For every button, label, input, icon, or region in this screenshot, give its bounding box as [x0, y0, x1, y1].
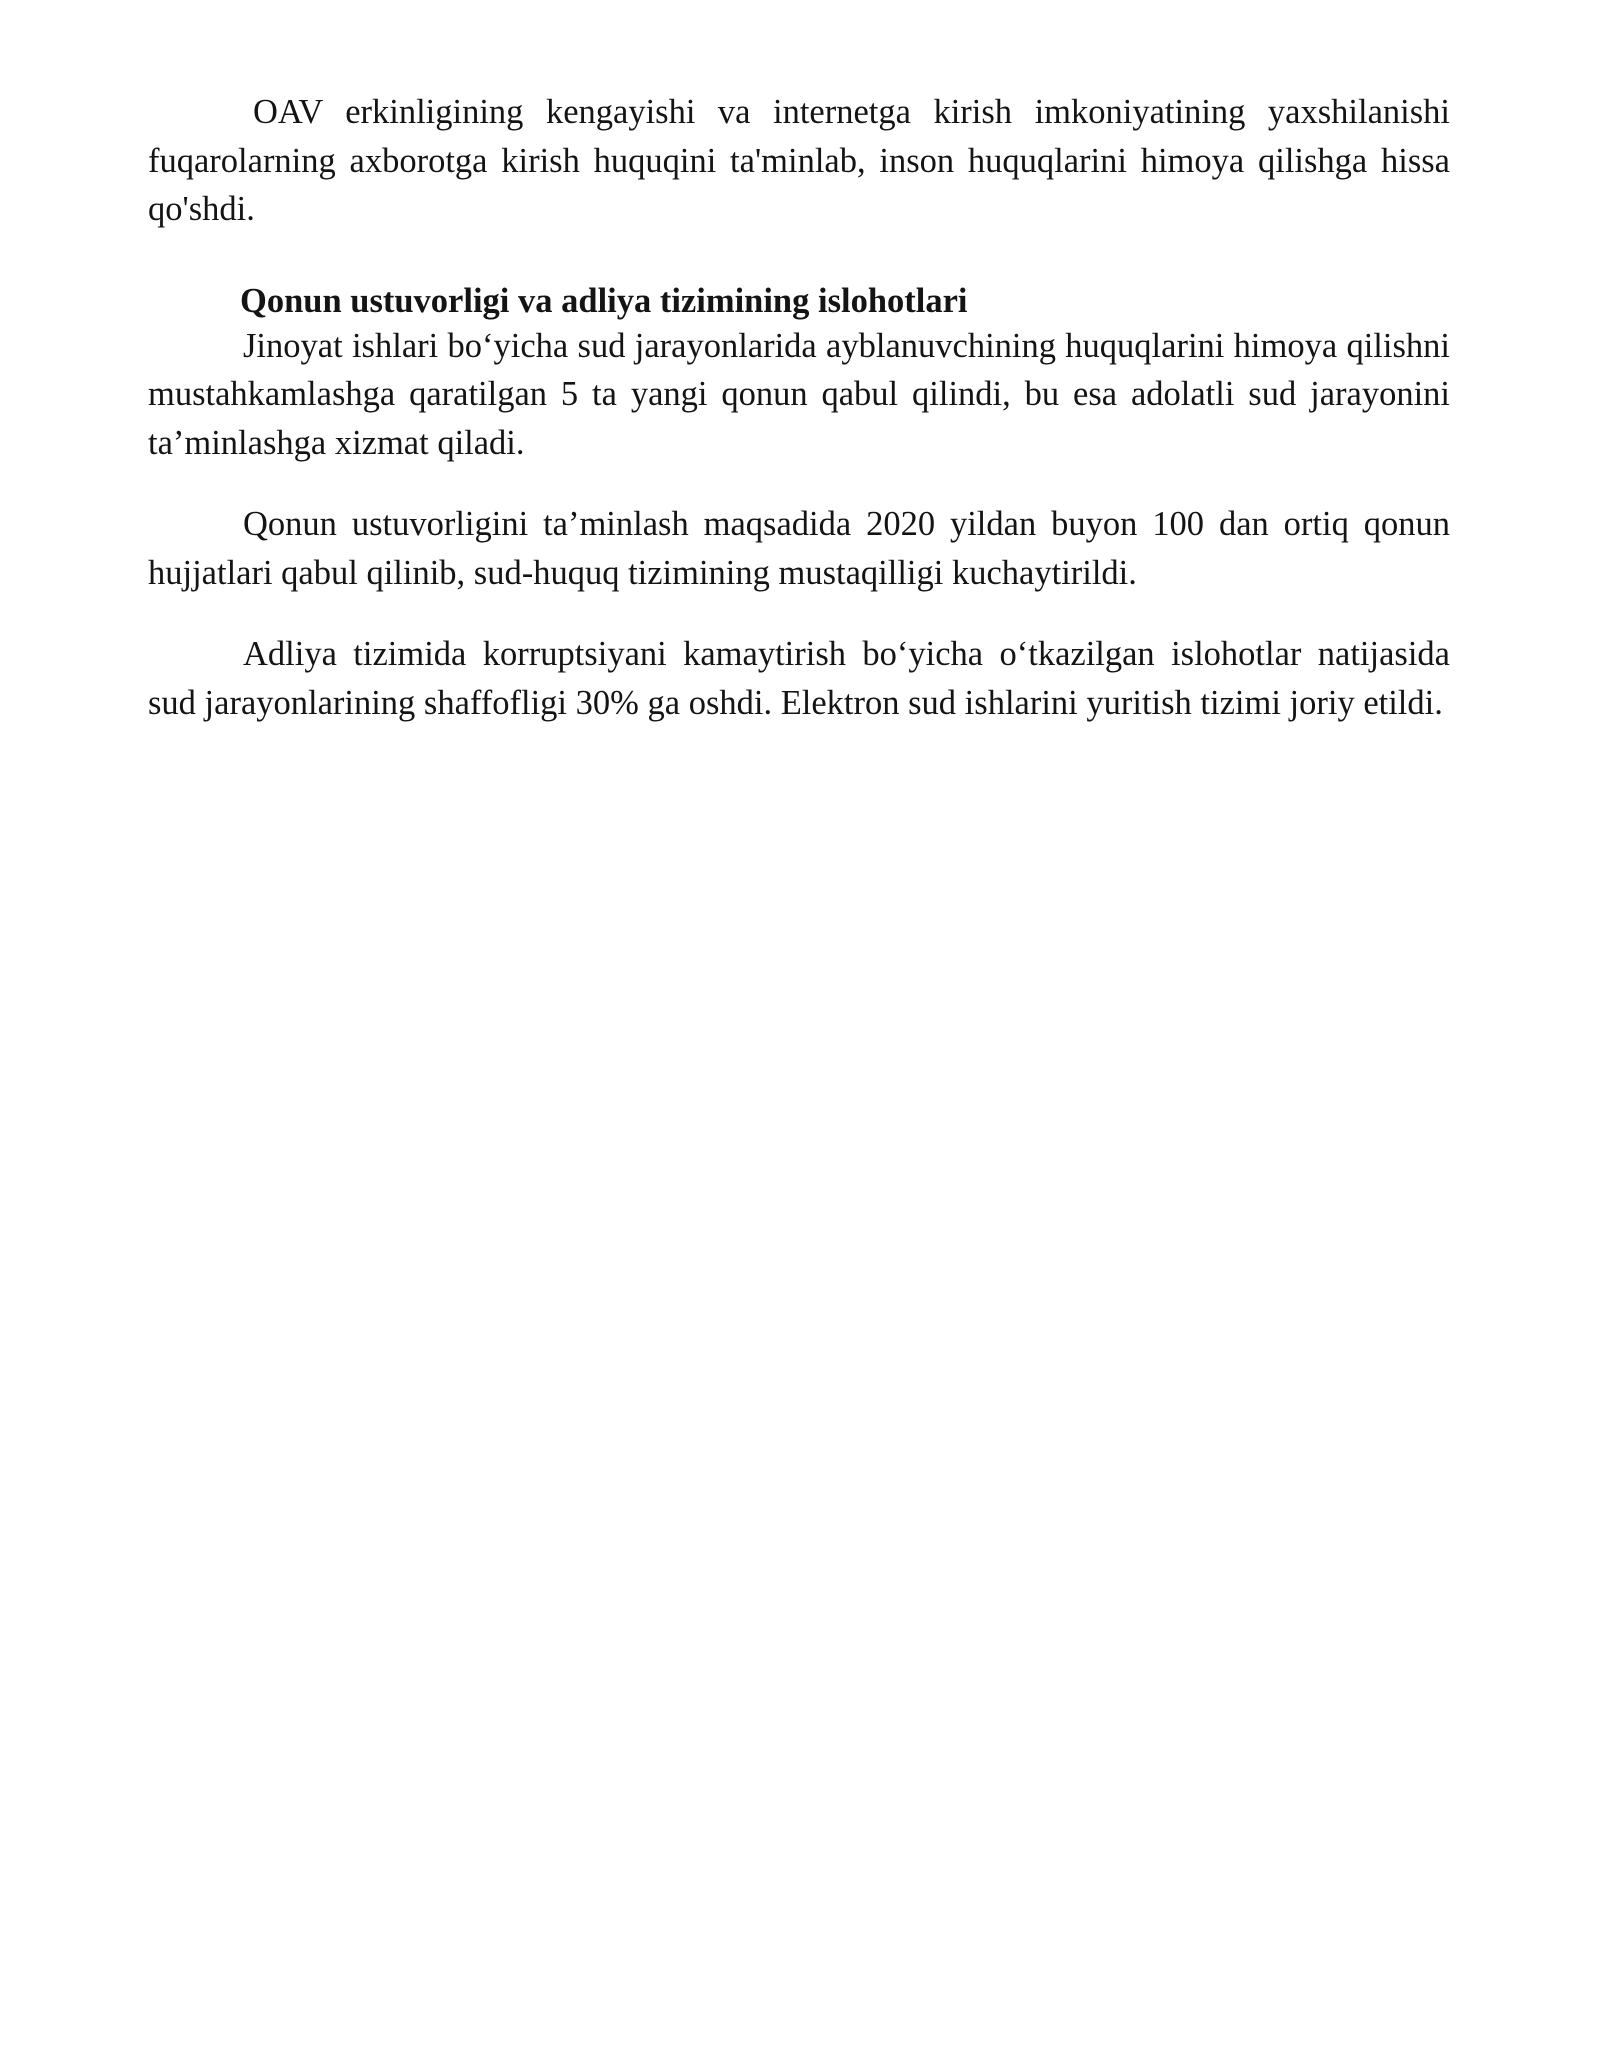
paragraph-criminal-cases: Jinoyat ishlari bo‘yicha sud jarayonlarida ayblanuvchining huquqlarini himoya qilishni mustahkamlashga qaratilgan 5 ta yangi qonun qabul qilindi, bu esa adolatli sud jarayonini ta’minlashga xizmat qiladi. — [148, 326, 1450, 462]
paragraph-media-freedom: OAV erkinligining kengayishi va internetga kirish imkoniyatining yaxshilanishi fuqarolarning axborotga kirish huquqini ta'minlab, inson huquqlarini himoya qilishga hissa qo'shdi. — [148, 93, 1450, 228]
paragraph-rule-of-law: Qonun ustuvorligini ta’minlash maqsadida 2020 yildan buyon 100 dan ortiq qonun hujjatlari qabul qilinib, sud-huquq tizimining mustaqilligi kuchaytirildi. — [148, 505, 1450, 592]
document-body — [148, 88, 1450, 727]
paragraph-anti-corruption: Adliya tizimida korruptsiyani kamaytirish bo‘yicha o‘tkazilgan islohotlar natijasida sud jarayonlarining shaffofligi 30% ga oshdi. Elektron sud ishlarini yuritish tizimi joriy etildi. — [148, 635, 1450, 722]
section-heading: Qonun ustuvorligi va adliya tizimining islohotlari — [240, 281, 968, 320]
